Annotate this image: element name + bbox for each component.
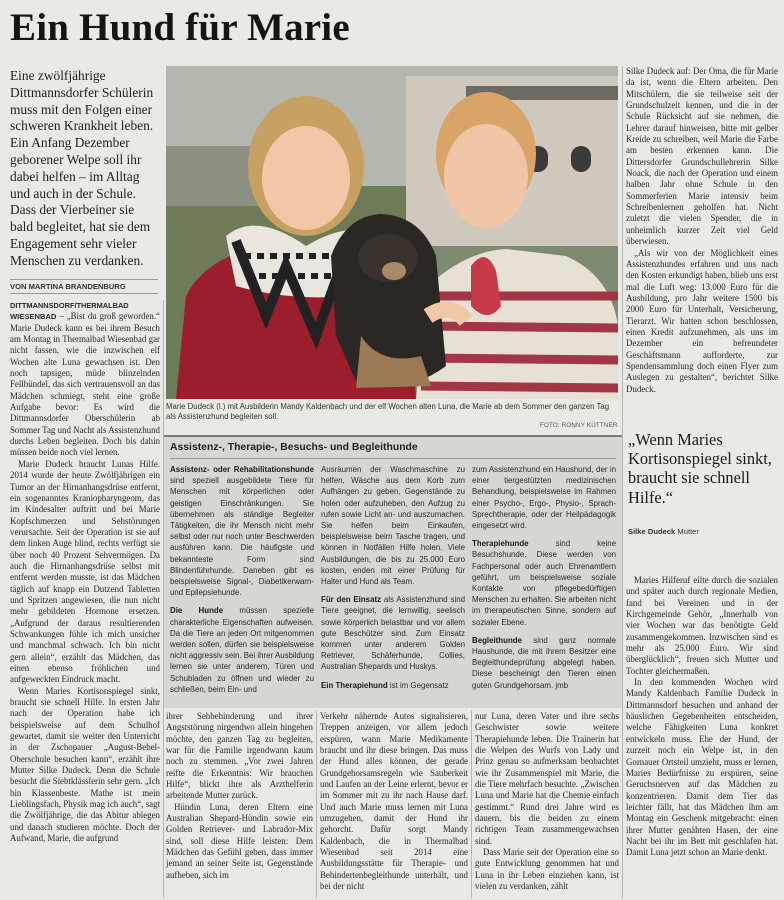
info-box-rule — [170, 458, 616, 459]
dateline: DITTMANNSDORF/THERMALBAD — [10, 301, 129, 310]
lead-paragraph: Eine zwölfjährige Dittmannsdorfer Schülerin muss mit den Folgen einer schweren Krankheit leben. Ein Anfang Dezember geborener Welpe soll ihr dabei helfen – im Alltag und auch in der Schule. Dass der Vierbeiner sie bald begleitet, hat sie dem Engagement sehr vieler Menschen zu verdanken. — [10, 68, 154, 268]
column-divider — [622, 66, 623, 898]
article-paragraph: ihrer Sehbehinderung und ihrer Angststörung nirgendwo allein hingehen möchte, den ganzen Tag zu begleiten, war für die Familie irgendwann kaum noch zu stemmen. „Vor zwei Jahren reifte die Erkenntnis: Wir brauchen Hilfe“, blickt ihre als Arzthelferin arbeitende Mutter zurück. — [166, 711, 313, 801]
article-paragraph: Hündin Luna, deren Eltern eine Australian Shepard-Hündin sowie ein Golden Retriever- und Labrador-Mix sind, soll diese Hilfe leisten: Dem Mädchen das Gefühl geben, dass immer jemand an seiner Seite ist, Gegenstände aufheben, sich im — [166, 801, 313, 880]
article-column-1 — [10, 300, 160, 898]
article-paragraph: Maries Hilferuf eilte durch die sozialen und später auch durch regionale Medien, fand bei Vereinen und in der Kirchgemeinde Gehör, „Innerhalb von vier Wochen war das benötigte Geld zusammengekommen. Inzwischen sind es mehr als 25.000 Euro. Wir sind überglücklich“, freuen sich Mutter und Tochter gleichermaßen. — [626, 575, 778, 676]
article-paragraph: Verkehr nähernde Autos signalisieren, Treppen anzeigen, vor allem jedoch erspüren, wann Marie Medikamente braucht und ihr diese bringen. Das muss der Hund alles können, der gerade Grundgehorsamsregeln wie Sauberkeit und Laufen an der Leine erlernt, bevor er im Sommer mit zu ihr nach Hause darf. Und auch Marie muss lernen mit Luna umzugehen, damit der Hund ihr gehorcht. Dafür sorgt Mandy Kaldenbach, die in Thermalbad Wiesenbad seit 2014 eine Ausbildungsstätte für Therapie- und Behindertenbegleithunde unterhält, und bei der nicht — [320, 711, 468, 892]
info-paragraph: Die Hunde müssen spezielle charakterliche Eigenschaften aufweisen. Da die Tiere an jeden Ort mitgenommen werden sollen, dürfen sie beispielsweise nicht aggressiv sein. Bei ihrer Ausbildung lernen sie unter anderem, Türen und Schubladen zu öffnen und wieder zu schließen, beim Ein- und — [170, 606, 314, 694]
column-divider — [471, 711, 472, 898]
article-paragraph: In den kommenden Wochen wird Mandy Kaldenbach Familie Dudeck in Dittmannsdorf besuchen und anhand der häuslichen Gegebenheiten entscheiden, welche Fähigkeiten Luna konkret entwickeln muss. Ehe der Hund, der zurzeit noch ein Welpe ist, in den Gornauer Ortsteil umzieht, muss er lernen, Maries Bedürfnisse zu erspüren, seine Geruchsnerven auf das Mädchen zu konzentrieren. Damit dem Tier das leichter fällt, hat das Mädchen ihm am Montag ein Geschenk mitgebracht: einen ihrer Mutter genähten Hasen, der eine Nacht bei ihr im Bett mit geschlafen hat. Damit Luna jetzt schon an Marie denkt. — [626, 677, 778, 858]
info-paragraph: Ausräumen der Waschmaschine zu helfen, Wäsche aus dem Korb zum Aufhängen zu geben, Gegenstände zu holen oder aufzuheben, den Aufzug zu rufen sowie Licht an- und auszumachen. Sie helfen beim Einkaufen, beispielsweise beim Tasche tragen, und können in Notfällen Hilfe holen. Viele Ausbildungen, die bis zu 25.000 Euro kosten, enden mit einer Prüfung für Halter und Hund als Team. — [321, 465, 465, 587]
info-paragraph: Therapiehunde sind keine Besuchshunde. Diese werden von Fachpersonal oder auch Ehrenamtlern geführt, um beispielsweise soziale Kontakte von pflegebedürftigen Menschen zu erhalten. Sie arbeiten nicht im therapeutischen Sinne, sondern auf sozialer Ebene. — [472, 539, 616, 627]
article-paragraph: Marie Dudeck braucht Lunas Hilfe. 2014 wurde der heute Zwölfjährigen ein Tumor an der Hirnanhangsdrüse entfernt, ein sogenanntes Kraniopharyngeom, das im Kindesalter auftritt und bei Marie Kopfschmerzen und Sehstörungen verursachte. Seit der Operation ist sie auf dem linken Auge blind, rechts verfügt sie über noch 40 Prozent Sehvermögen. Da auch die Hirnanhangsdrüse selbst mit entfernt werden musste, ist das Mädchen täglich auf knapp ein Dutzend Tabletten und Spritzen angewiesen, die nun nicht mehr gebildeten Hormone ersetzen. „Aufgrund der daraus resultierenden Schwankungen fühle ich mich unsicher und manchmal schwach. Ich bin nicht gern allein“, erzählt das Mädchen, das einen ebenso fröhlichen und aufgeweckten Eindruck macht. — [10, 458, 160, 685]
article-paragraph: „Als wir von der Möglichkeit eines Assistenzhundes erfahren und uns nach den Kosten erkundigt haben, blieb uns erst mal die Luft weg: 13.000 Euro für die Ausbildung, pro Jahr weitere 1500 bis 2000 Euro für Unterhalt, Versicherung, Tierarzt. Wir hatten schon beschlossen, einen Kredit aufzunehmen, als uns im Dezember ein befreundeter Geschäftsmann aufforderte, zur Spendensammlung doch einen Flyer zum Auslegen zu gestalten“, berichtet Silke Dudeck. — [626, 247, 778, 394]
column-divider — [316, 711, 317, 898]
dateline-location: WIESENBAD — [10, 312, 57, 322]
info-paragraph: Assistenz- oder Rehabilitationshunde sind speziell ausgebildete Tiere für Menschen mit körperlichen oder geistigen Einschränkungen. Sie übernehmen als ständige Begleiter Tätigkeiten, die ihr Mensch nicht mehr selbst oder nur noch unter Beschwerden ausführen kann. Die häufigste und bekannteste Form sind Blindenführhunde. Daneben gibt es beispielsweise Signal-, Diabetikerwarn- und Epilepsiehunde. — [170, 465, 314, 598]
info-box-column-3 — [472, 464, 616, 698]
info-box — [164, 435, 622, 708]
article-paragraph: Dass Marie seit der Operation eine so gute Entwicklung genommen hat und Luna in ihr Leben einziehen kann, ist vielen zu verdanken, zählt — [475, 847, 619, 892]
info-paragraph: zum Assistenzhund ein Haushund, der in einer tiergestützten medizinischen Behandlung, beispielsweise im Rahmen einer Psycho-, Ergo-, Physio-, Sprach-Sprechtherapie, oder der Heilpädagogik eingesetzt wird. — [472, 465, 616, 531]
article-column-3 — [320, 711, 468, 898]
headline: Ein Hund für Marie — [10, 6, 350, 49]
article-column-2 — [166, 711, 313, 898]
photo-caption: Marie Dudeck (l.) mit Ausbilderin Mandy Kaldenbach und der elf Wochen alten Luna, die Marie ab dem Sommer den ganzen Tag als Assistenzhund begleiten soll. — [166, 402, 610, 421]
article-column-4 — [475, 711, 619, 898]
info-box-title: Assistenz-, Therapie-, Besuchs- und Begleithunde — [170, 442, 418, 453]
byline: VON MARTINA BRANDENBURG — [10, 279, 158, 294]
info-paragraph: Für den Einsatz als Assistenzhund sind Tiere geeignet, die lernwillig, seelisch sowie körperlich belastbar und vor allem gute Beschützer sind. Zum Einsatz kommen unter anderem Golden Retriever, Schäferhunde, Collies, Australian Shepards und Huskys. — [321, 595, 465, 672]
photo-credit: FOTO: RONNY KÜTTNER — [540, 422, 618, 429]
pull-quote-source: Silke Dudeck Mutter — [628, 527, 699, 536]
article-paragraph: DITTMANNSDORF/THERMALBAD WIESENBAD – „Bist du groß geworden.“ Marie Dudeck kann es bei ihrem Besuch am Montag in Thermalbad Wiesenbad gar nicht fassen, wie die inzwischen elf Wochen alte Luna gewachsen ist. Den noch tapsigen, müde blinzelnden Fellbündel, das sich vertrauensvoll an das Mädchen schmiegt, steht eine große Aufgabe bevor: Es wird die Dittmannsdorfer Oberschülerin ab Sommer Tag und Nacht als Assistenzhund durchs Leben begleiten. Doch bis dahin müssen beide noch viel lernen. — [10, 301, 160, 458]
article-column-right — [626, 66, 778, 421]
info-box-column-2 — [321, 464, 465, 698]
article-column-right-bottom — [626, 575, 778, 898]
info-paragraph: Begleithunde sind ganz normale Haushunde, die mit ihrem Besitzer eine Begleithundeprüfung abgelegt haben. Diese bescheinigt den Tieren einen guten Grundgehorsam. jmb — [472, 635, 616, 690]
article-paragraph: Silke Dudeck auf: Der Oma, die für Marie da ist, wenn die Eltern arbeiten. Den Mitschülern, die sie teilweise seit der Grundschulzeit kennen, und die in der Schule Rücksicht auf sie nehmen, die Lehrer darauf hinweisen, bitte mit gelber Kreide zu schreiben, weil Marie die Farbe am besten erkennen kann. Die Dittersdorfer Grundschullehrerin Silke Noack, die nach der Operation und einem halben Jahr ohne Schule in den Sommerferien Marie intensiv beim Schreibenlernen geholfen hat. Nicht zuletzt die vielen Spender, die in unheimlich kurzer Zeit viel Geld überwiesen. — [626, 66, 778, 247]
pull-quote: „Wenn Maries Kortisonspiegel sinkt, braucht sie schnell Hilfe.“ — [628, 430, 772, 507]
article-paragraph: Wenn Maries Kortisonspiegel sinkt, braucht sie schnell Hilfe. In ersten Jahr nach der Operation habe ich beispielsweise auf dem Schulhof gewartet, damit sie weiter den Unterricht in der Zschopauer „August-Bebel-Oberschule besuchen kann“, erzählt ihre Mutter Silke Dudeck. Denn die Schule besucht die Siebtklässlerin sehr gern. „Ich bin Klassenbeste. Mathe ist mein Lieblingsfach, Physik mag ich auch“, sagt die Zwölfjährige, die das Abitur ablegen und danach studieren möchte. Doch der Aufwand, Marie, die aufgrund — [10, 685, 160, 844]
photo — [166, 66, 618, 399]
article-paragraph: nur Luna, deren Vater und ihre sechs Geschwister sowie weitere Therapiehunde leben. Die Trainerin hat die Welpen des Wurfs von Lady und Prinz genau so aufmerksam beobachtet wie ihr Zusammenspiel mit Marie, die die Tiere mehrfach besuchte. „Zwischen Luna und Marie hat die Chemie einfach gestimmt.“ Rund drei Jahre wird es dauern, bis die beiden zu einem richtigen Team zusammengewachsen sind. — [475, 711, 619, 846]
info-box-column-1 — [170, 464, 314, 702]
info-paragraph: Ein Therapiehund ist im Gegensatz — [321, 680, 449, 690]
